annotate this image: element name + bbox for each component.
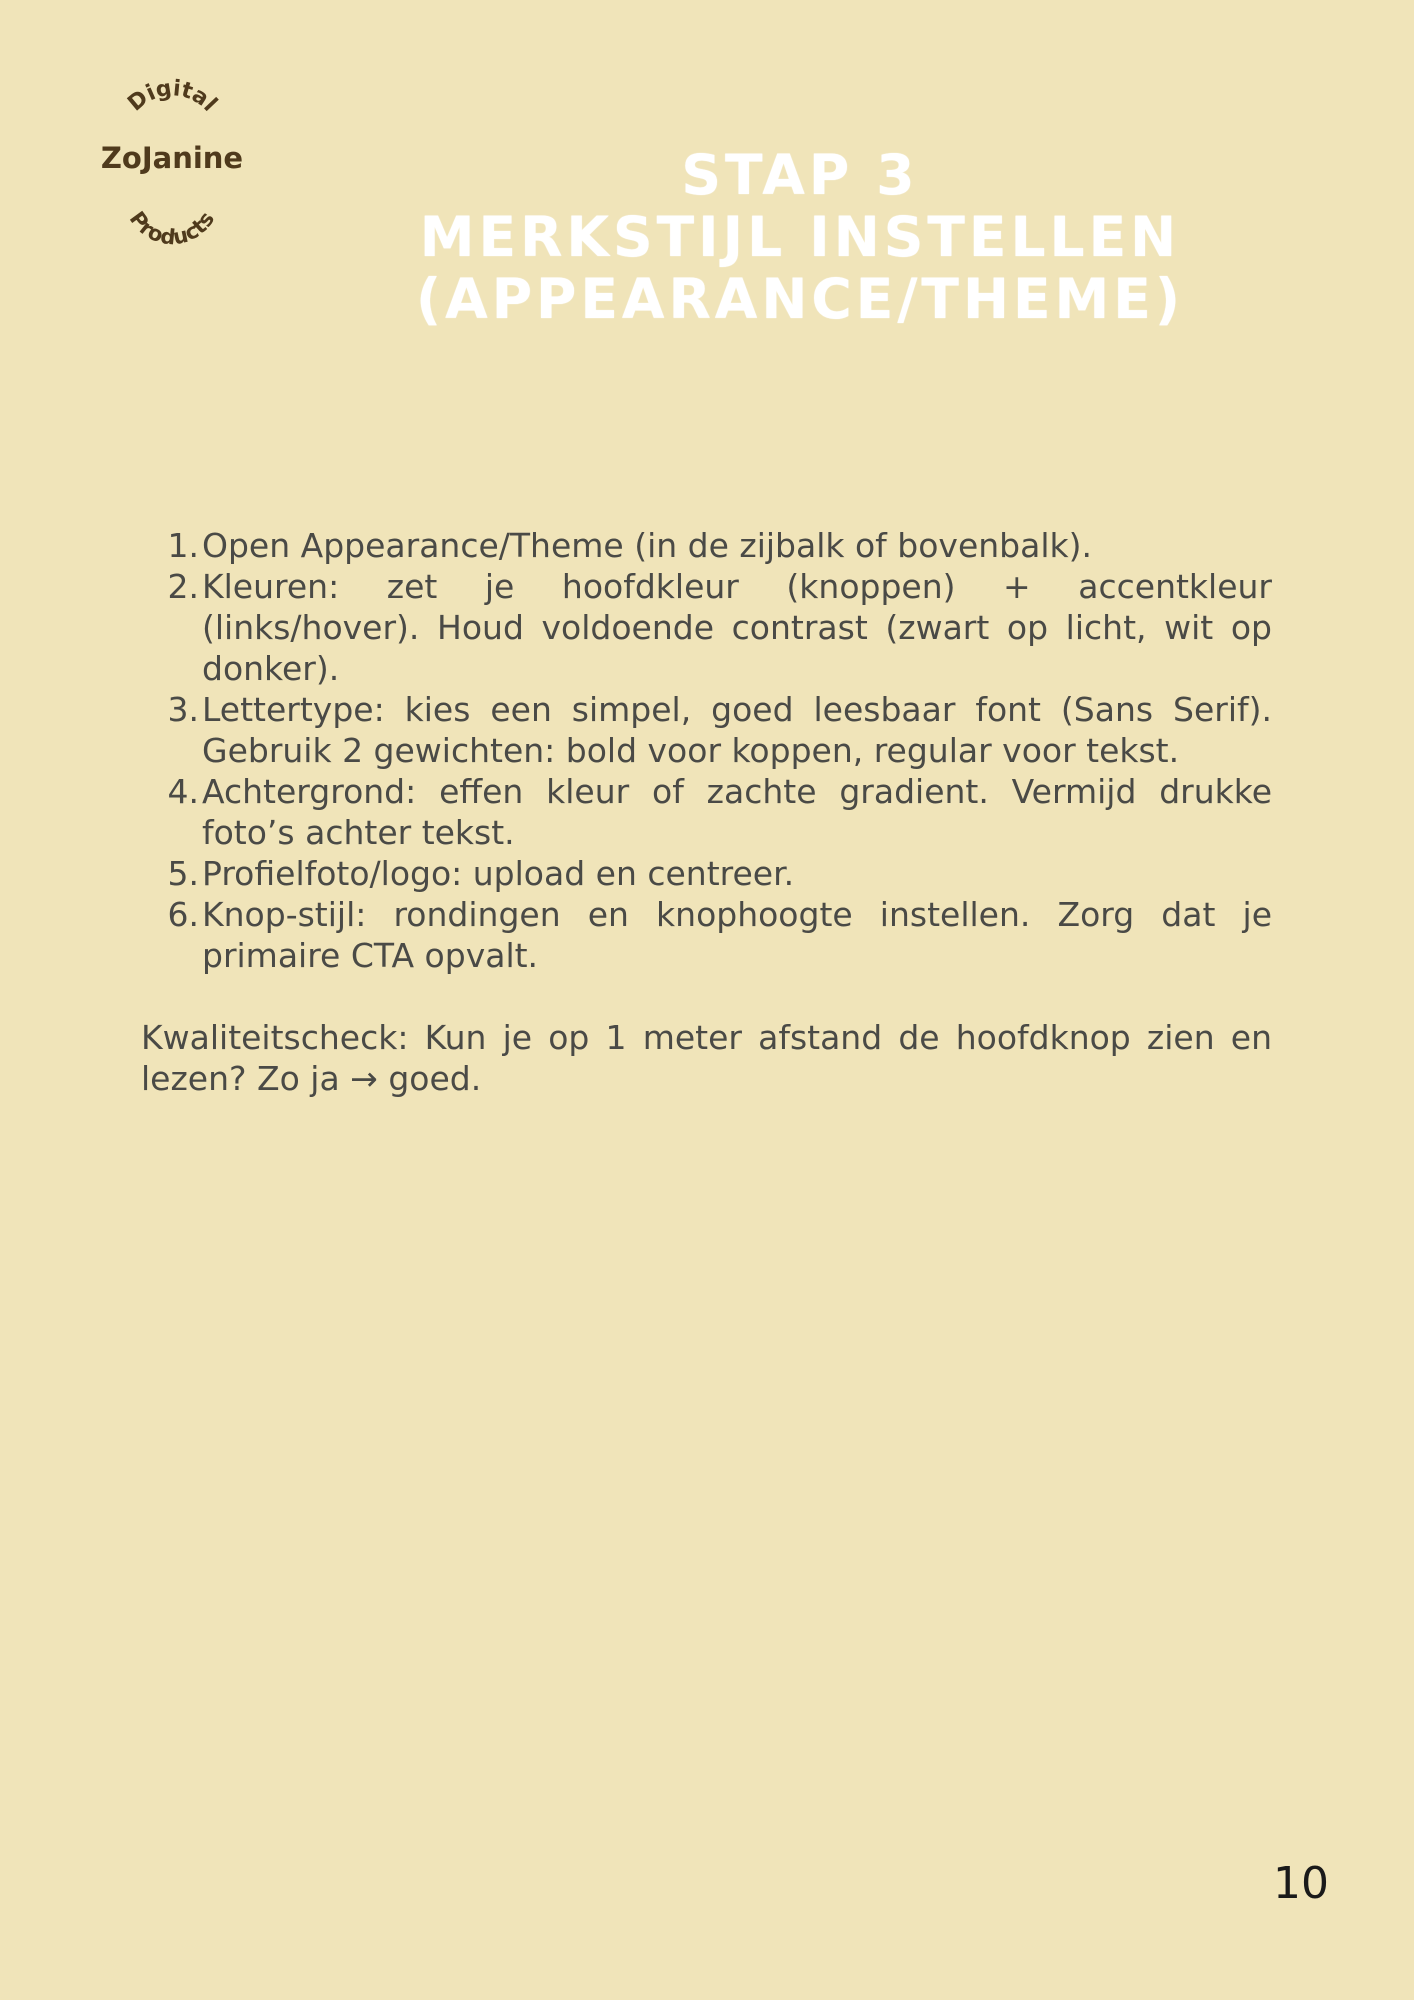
step-text: Knop-stijl: rondingen en knophoogte instellen. Zorg dat je primaire CTA opvalt. <box>202 895 1272 975</box>
brand-logo-graphic <box>88 78 256 246</box>
step-text: Lettertype: kies een simpel, goed leesbaar font (Sans Serif). Gebruik 2 gewichten: bold voor koppen, regular voor tekst. <box>202 690 1272 770</box>
logo-middle-text: ZoJanine <box>100 141 244 175</box>
quality-check: Kwaliteitscheck: Kun je op 1 meter afstand de hoofdknop zien en lezen? Zo ja → goed. <box>141 1018 1272 1098</box>
main-content <box>141 525 1272 1132</box>
list-item <box>141 894 1272 976</box>
step-number: 6. <box>167 895 199 934</box>
title-line-2: MERKSTIJL INSTELLEN <box>419 205 1181 269</box>
brand-logo <box>88 78 256 246</box>
list-item <box>141 566 1272 689</box>
list-item <box>141 853 1272 894</box>
steps-list <box>141 525 1272 976</box>
list-item <box>141 525 1272 566</box>
page-number: 10 <box>1273 1858 1329 1909</box>
step-number: 4. <box>167 772 199 811</box>
step-number: 2. <box>167 567 199 606</box>
list-item <box>141 689 1272 771</box>
title-line-3: (APPEARANCE/THEME) <box>416 267 1184 331</box>
step-text: Kleuren: zet je hoofdkleur (knoppen) + accentkleur (links/hover). Houd voldoende contrast (zwart op licht, wit op donker). <box>202 567 1272 688</box>
list-item <box>141 771 1272 853</box>
step-number: 3. <box>167 690 199 729</box>
step-number: 5. <box>167 854 199 893</box>
step-text: Open Appearance/Theme (in de zijbalk of bovenbalk). <box>202 526 1092 565</box>
step-number: 1. <box>167 526 199 565</box>
step-text: Profielfoto/logo: upload en centreer. <box>202 854 795 893</box>
logo-bottom-text: Products <box>124 206 220 246</box>
page-title <box>360 144 1240 330</box>
title-line-1: STAP 3 <box>681 143 919 207</box>
logo-top-text: Digital <box>123 78 222 117</box>
step-text: Achtergrond: effen kleur of zachte gradient. Vermijd drukke foto’s achter tekst. <box>202 772 1272 852</box>
